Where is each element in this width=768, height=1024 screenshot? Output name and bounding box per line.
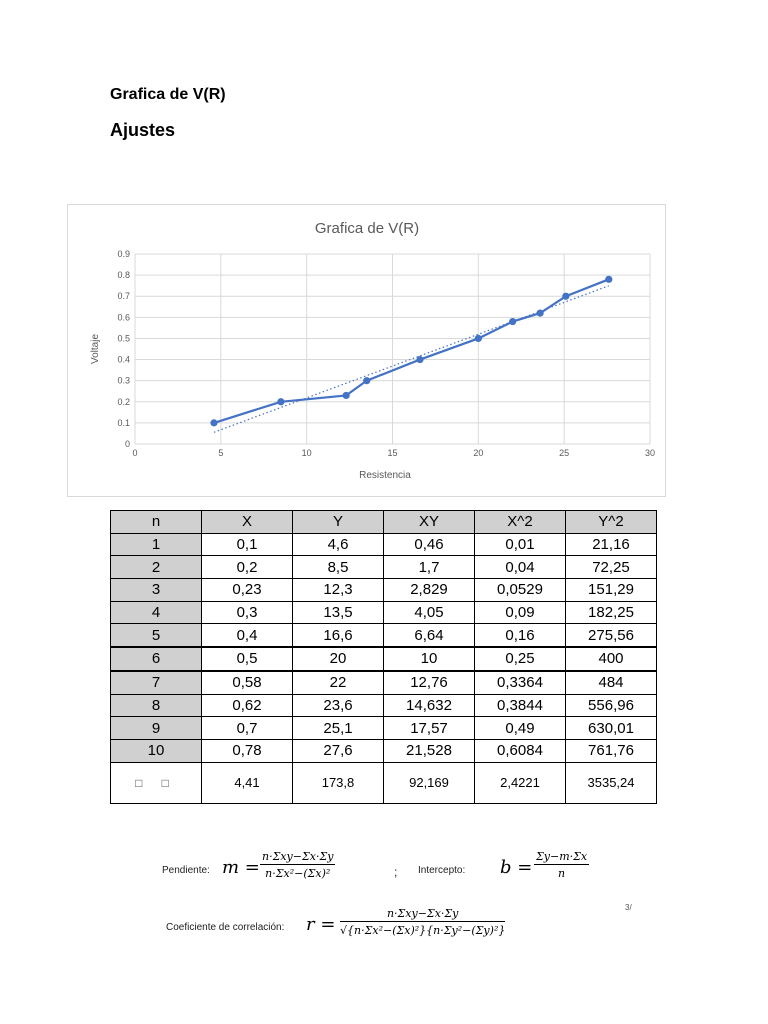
table-cell: 0,3844 xyxy=(475,694,566,717)
table-cell: 630,01 xyxy=(566,717,657,740)
correlation-label: Coeficiente de correlación: xyxy=(166,922,285,933)
table-cell: 8 xyxy=(111,694,202,717)
x-tick-label: 5 xyxy=(218,448,224,458)
intercept-denominator: n xyxy=(558,867,566,880)
page-mark: 3/ xyxy=(625,903,632,912)
table-cell: 0,09 xyxy=(475,601,566,624)
y-tick-label: 0.2 xyxy=(117,396,130,407)
table-cell: 9 xyxy=(111,717,202,740)
table-cell: 556,96 xyxy=(566,694,657,717)
table-cell: 4,6 xyxy=(293,533,384,556)
document-title: Grafica de V(R) xyxy=(110,86,226,103)
y-tick-label: 0.7 xyxy=(117,291,130,302)
table-row xyxy=(111,533,657,556)
data-point xyxy=(562,293,569,300)
table-cell: 0,5 xyxy=(202,647,293,671)
table-cell: 72,25 xyxy=(566,556,657,579)
table-cell: 0,62 xyxy=(202,694,293,717)
formulas-block xyxy=(156,840,636,952)
slope-label: Pendiente: xyxy=(162,865,210,876)
table-cell: 21,528 xyxy=(384,739,475,762)
table-cell: 0,78 xyxy=(202,739,293,762)
table-cell: 4,05 xyxy=(384,601,475,624)
table-cell: 13,5 xyxy=(293,601,384,624)
table-sum-row xyxy=(111,762,657,803)
table-cell: 0,04 xyxy=(475,556,566,579)
table-cell: 400 xyxy=(566,647,657,671)
table-cell: 0,16 xyxy=(475,624,566,647)
table-row xyxy=(111,556,657,579)
intercept-fraction xyxy=(534,850,589,880)
sum-cell: 3535,24 xyxy=(566,762,657,803)
y-tick-label: 0.5 xyxy=(117,333,130,344)
data-table xyxy=(110,510,657,804)
table-cell: 0,2 xyxy=(202,556,293,579)
y-tick-label: 0.4 xyxy=(117,354,130,365)
table-cell: 0,01 xyxy=(475,533,566,556)
y-tick-label: 0.3 xyxy=(117,375,130,386)
chart-title: Grafica de V(R) xyxy=(314,220,420,237)
sum-cell: 2,4221 xyxy=(475,762,566,803)
table-cell: 8,5 xyxy=(293,556,384,579)
table-cell: 0,6084 xyxy=(475,739,566,762)
x-axis-label: Resistencia xyxy=(359,470,411,481)
table-cell: 3 xyxy=(111,579,202,602)
table-cell: 0,25 xyxy=(475,647,566,671)
table-header-x: X xyxy=(202,511,293,534)
table-cell: 17,57 xyxy=(384,717,475,740)
table-cell: 0,3 xyxy=(202,601,293,624)
y-tick-label: 0 xyxy=(124,439,130,449)
table-header-row xyxy=(111,511,657,534)
data-point xyxy=(416,356,423,363)
data-point xyxy=(475,335,482,342)
table-cell: 0,0529 xyxy=(475,579,566,602)
table-row xyxy=(111,624,657,647)
correlation-numerator: n·Σxy−Σx·Σy xyxy=(340,907,505,922)
table-cell: 10 xyxy=(111,739,202,762)
sum-cell: 4,41 xyxy=(202,762,293,803)
table-cell: 0,49 xyxy=(475,717,566,740)
table-row xyxy=(111,601,657,624)
table-cell: 0,1 xyxy=(202,533,293,556)
table-row xyxy=(111,647,657,671)
table-cell: 5 xyxy=(111,624,202,647)
correlation-denominator: √{n·Σx²−(Σx)²}{n·Σy²−(Σy)²} xyxy=(340,924,506,937)
correlation-lhs: r = xyxy=(306,914,336,935)
section-heading: Ajustes xyxy=(110,120,176,140)
table-cell: 151,29 xyxy=(566,579,657,602)
sum-cell: 173,8 xyxy=(293,762,384,803)
data-point xyxy=(363,377,370,384)
slope-denominator: n·Σx²−(Σx)² xyxy=(265,867,331,880)
table-cell: 0,46 xyxy=(384,533,475,556)
y-tick-label: 0.1 xyxy=(117,417,130,428)
table-cell: 10 xyxy=(384,647,475,671)
table-row xyxy=(111,717,657,740)
chart xyxy=(68,205,667,498)
table-cell: 0,3364 xyxy=(475,671,566,694)
table-cell: 22 xyxy=(293,671,384,694)
table-cell: 1,7 xyxy=(384,556,475,579)
y-tick-label: 0.8 xyxy=(117,270,130,281)
sum-symbol: □ □ xyxy=(111,762,202,803)
intercept-label: Intercepto: xyxy=(418,865,466,876)
data-point xyxy=(210,419,217,426)
correlation-fraction xyxy=(340,907,505,937)
table-cell: 761,76 xyxy=(566,739,657,762)
slope-numerator: n·Σxy−Σx·Σy xyxy=(262,850,334,863)
table-cell: 0,58 xyxy=(202,671,293,694)
table-cell: 16,6 xyxy=(293,624,384,647)
y-tick-label: 0.9 xyxy=(117,249,130,259)
table-cell: 0,7 xyxy=(202,717,293,740)
table-row xyxy=(111,671,657,694)
slope-fraction xyxy=(260,850,335,880)
table-cell: 21,16 xyxy=(566,533,657,556)
table-header-xy: XY xyxy=(384,511,475,534)
table-cell: 182,25 xyxy=(566,601,657,624)
chart-container xyxy=(67,204,666,497)
table-cell: 12,76 xyxy=(384,671,475,694)
table-row xyxy=(111,579,657,602)
x-tick-label: 25 xyxy=(559,448,570,458)
table-row xyxy=(111,694,657,717)
table-cell: 27,6 xyxy=(293,739,384,762)
data-point xyxy=(537,310,544,317)
intercept-lhs: b = xyxy=(500,857,533,878)
data-point xyxy=(343,392,350,399)
table-header-y-sq2: Y^2 xyxy=(566,511,657,534)
table-cell: 4 xyxy=(111,601,202,624)
x-tick-label: 0 xyxy=(132,448,138,458)
x-tick-label: 15 xyxy=(387,448,398,458)
table-cell: 12,3 xyxy=(293,579,384,602)
data-point xyxy=(277,398,284,405)
data-point xyxy=(605,276,612,283)
table-cell: 6,64 xyxy=(384,624,475,647)
sum-cell: 92,169 xyxy=(384,762,475,803)
table-cell: 484 xyxy=(566,671,657,694)
y-tick-label: 0.6 xyxy=(117,312,130,323)
table-cell: 0,23 xyxy=(202,579,293,602)
table-cell: 20 xyxy=(293,647,384,671)
intercept-numerator: Σy−m·Σx xyxy=(536,850,588,863)
table-cell: 275,56 xyxy=(566,624,657,647)
formula-separator: ; xyxy=(394,865,398,879)
table-cell: 7 xyxy=(111,671,202,694)
x-tick-label: 30 xyxy=(644,448,656,458)
table-cell: 1 xyxy=(111,533,202,556)
slope-lhs: m = xyxy=(222,857,260,878)
table-cell: 0,4 xyxy=(202,624,293,647)
x-tick-label: 10 xyxy=(301,448,312,458)
table-cell: 23,6 xyxy=(293,694,384,717)
table-cell: 2 xyxy=(111,556,202,579)
table-cell: 25,1 xyxy=(293,717,384,740)
table-cell: 14,632 xyxy=(384,694,475,717)
table-cell: 2,829 xyxy=(384,579,475,602)
table-cell: 6 xyxy=(111,647,202,671)
table-header-y: Y xyxy=(293,511,384,534)
x-tick-label: 20 xyxy=(473,448,484,458)
y-axis-label: Voltaje xyxy=(90,333,101,365)
table-header-x-sq2: X^2 xyxy=(475,511,566,534)
table-header-n: n xyxy=(111,511,202,534)
table-row xyxy=(111,739,657,762)
data-point xyxy=(509,318,516,325)
